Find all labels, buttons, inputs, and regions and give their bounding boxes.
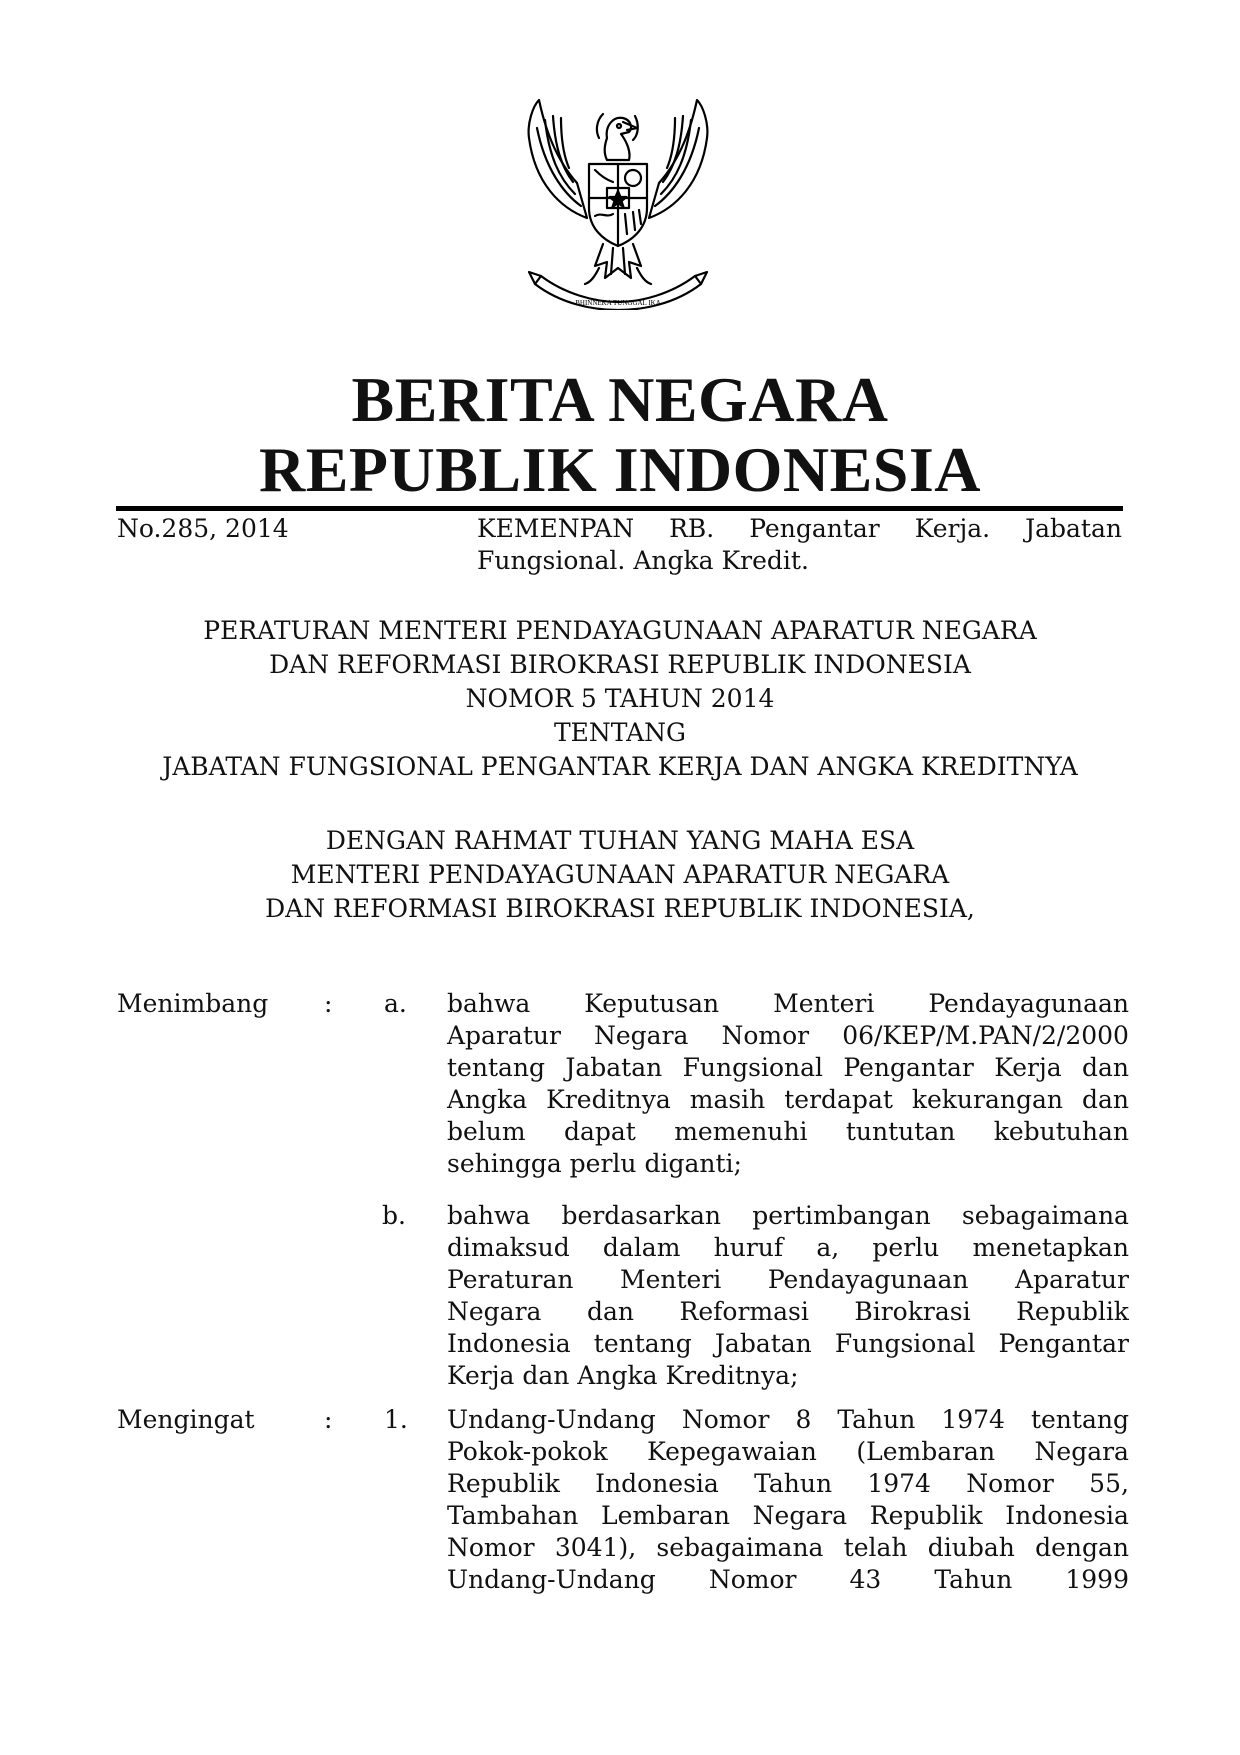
item-marker: a. [384, 989, 407, 1018]
para-line [447, 1532, 1129, 1564]
word: sebagaimana [961, 1201, 1129, 1230]
item-marker: 1. [384, 1405, 408, 1434]
word: sebagaimana [656, 1533, 824, 1562]
word: 8 [795, 1405, 812, 1434]
word: bahwa [447, 989, 531, 1018]
subject-word: Kerja. [914, 514, 991, 543]
para-line [447, 1052, 1129, 1084]
word: 55, [1089, 1469, 1129, 1498]
word: terdapat [784, 1085, 893, 1114]
para-line [447, 1328, 1129, 1360]
para-line: Kerja dan Angka Kreditnya; [447, 1361, 799, 1390]
heading-line: JABATAN FUNGSIONAL PENGANTAR KERJA DAN ANGKA KREDITNYA [162, 752, 1078, 781]
menimbang-label: Menimbang [117, 989, 269, 1018]
word: Lembaran [601, 1501, 730, 1530]
subject-word: RB. [669, 514, 715, 543]
regulation-heading [0, 614, 1240, 784]
para-line [447, 1404, 1129, 1436]
word: dan [1081, 1053, 1129, 1082]
word: tuntutan [845, 1117, 956, 1146]
word: diubah [927, 1533, 1015, 1562]
word: dalam [602, 1233, 681, 1262]
word: Kreditnya [546, 1085, 671, 1114]
word: Pengantar [843, 1053, 974, 1082]
word: Nomor [708, 1565, 797, 1594]
mengingat-colon: : [324, 1405, 333, 1434]
word: 1999 [1065, 1565, 1129, 1594]
word: pertimbangan [752, 1201, 931, 1230]
word: dan [586, 1297, 634, 1326]
para-line [447, 1500, 1129, 1532]
gazette-title-line1: BERITA NEGARA [351, 364, 889, 435]
word: Undang-Undang [447, 1405, 656, 1434]
gazette-subject [477, 513, 1122, 577]
word: perlu [872, 1233, 940, 1262]
word: 3041), [554, 1533, 637, 1562]
subject-word: Jabatan [1025, 514, 1122, 543]
word: Angka [447, 1085, 528, 1114]
heading-line: NOMOR 5 TAHUN 2014 [465, 684, 775, 713]
para-line [447, 1564, 1129, 1596]
word: Republik [447, 1469, 560, 1498]
word: dan [1081, 1085, 1129, 1114]
preamble-line: DENGAN RAHMAT TUHAN YANG MAHA ESA [325, 826, 915, 855]
word: bahwa [447, 1201, 531, 1230]
word: Menteri [620, 1265, 722, 1294]
para-line [447, 1020, 1129, 1052]
mengingat-label: Mengingat [117, 1405, 255, 1434]
para-line [447, 1084, 1129, 1116]
para-line [447, 1116, 1129, 1148]
word: Keputusan [584, 989, 720, 1018]
word: Fungsional [834, 1329, 976, 1358]
word: Republik [869, 1501, 983, 1530]
word: dengan [1035, 1533, 1129, 1562]
word: 1974 [941, 1405, 1005, 1434]
subject-word: Pengantar [749, 514, 880, 543]
para-line: sehingga perlu diganti; [447, 1149, 742, 1178]
word: Pendayagunaan [928, 989, 1129, 1018]
word: tentang [447, 1053, 545, 1082]
para-line [447, 1200, 1129, 1232]
word: Negara [593, 1021, 689, 1050]
word: telah [843, 1533, 908, 1562]
title-underline [116, 506, 1123, 511]
word: 43 [849, 1565, 882, 1594]
para-line [447, 1232, 1129, 1264]
heading-line: DAN REFORMASI BIROKRASI REPUBLIK INDONESIA [269, 650, 971, 679]
word: Kerja [994, 1053, 1062, 1082]
word: Jabatan [565, 1053, 663, 1082]
word: Indonesia [1005, 1501, 1129, 1530]
mengingat-item-1 [447, 1404, 1129, 1596]
word: Negara [752, 1501, 848, 1530]
word: masih [689, 1085, 766, 1114]
subject-line1 [477, 513, 1122, 545]
word: dimaksud [447, 1233, 570, 1262]
emblem-motto: BHINNEKA TUNGGAL IKA [575, 299, 661, 307]
word: Indonesia [447, 1329, 571, 1358]
word: Reformasi [679, 1297, 809, 1326]
word: Pendayagunaan [767, 1265, 969, 1294]
word: tentang [593, 1329, 692, 1358]
menimbang-colon: : [324, 989, 333, 1018]
word: Jabatan [714, 1329, 812, 1358]
word: Indonesia [595, 1469, 719, 1498]
para-line [447, 1264, 1129, 1296]
heading-line: PERATURAN MENTERI PENDAYAGUNAAN APARATUR NEGARA [203, 616, 1037, 645]
word: Republik [1016, 1297, 1129, 1326]
gazette-number: No.285, 2014 [117, 514, 289, 543]
word: 1974 [867, 1469, 931, 1498]
word: Undang-Undang [447, 1565, 656, 1594]
word: Nomor [721, 1021, 810, 1050]
word: Tahun [837, 1405, 916, 1434]
word: Tahun [934, 1565, 1013, 1594]
preamble [0, 824, 1240, 926]
item-marker: b. [382, 1201, 406, 1230]
word: Aparatur [447, 1021, 561, 1050]
para-line [447, 988, 1129, 1020]
word: Pengantar [998, 1329, 1129, 1358]
word: Menteri [773, 989, 875, 1018]
word: tentang [1030, 1405, 1129, 1434]
word: belum [447, 1117, 526, 1146]
word: Nomor [966, 1469, 1054, 1498]
word: memenuhi [674, 1117, 808, 1146]
preamble-line: DAN REFORMASI BIROKRASI REPUBLIK INDONESIA, [265, 894, 975, 923]
word: huruf [713, 1233, 784, 1262]
para-line [447, 1436, 1129, 1468]
para-line [447, 1296, 1129, 1328]
word: kekurangan [911, 1085, 1064, 1114]
word: dapat [563, 1117, 636, 1146]
word: Fungsional [682, 1053, 824, 1082]
word: Negara [1034, 1437, 1129, 1466]
word: Pokok-pokok [447, 1437, 608, 1466]
word: (Lembaran [856, 1437, 996, 1466]
word: kebutuhan [993, 1117, 1129, 1146]
garuda-emblem-icon [515, 98, 721, 310]
word: Aparatur [1015, 1265, 1129, 1294]
word: Peraturan [447, 1265, 574, 1294]
word: Tambahan [447, 1501, 579, 1530]
preamble-line: MENTERI PENDAYAGUNAAN APARATUR NEGARA [290, 860, 950, 889]
word: Nomor [447, 1533, 535, 1562]
menimbang-item-a [447, 988, 1129, 1180]
word: Nomor [681, 1405, 770, 1434]
word: berdasarkan [561, 1201, 722, 1230]
subject-word: KEMENPAN [477, 514, 635, 543]
word: Kepegawaian [647, 1437, 817, 1466]
heading-line: TENTANG [553, 718, 686, 747]
word: menetapkan [972, 1233, 1129, 1262]
word: Tahun [754, 1469, 833, 1498]
gazette-title-line2: REPUBLIK INDONESIA [258, 434, 982, 505]
word: Negara [447, 1297, 542, 1326]
word: Birokrasi [854, 1297, 971, 1326]
para-line [447, 1468, 1129, 1500]
word: a, [816, 1233, 840, 1262]
subject-line2: Fungsional. Angka Kredit. [477, 546, 809, 575]
menimbang-item-b [447, 1200, 1129, 1392]
word: 06/KEP/M.PAN/2/2000 [842, 1021, 1129, 1050]
